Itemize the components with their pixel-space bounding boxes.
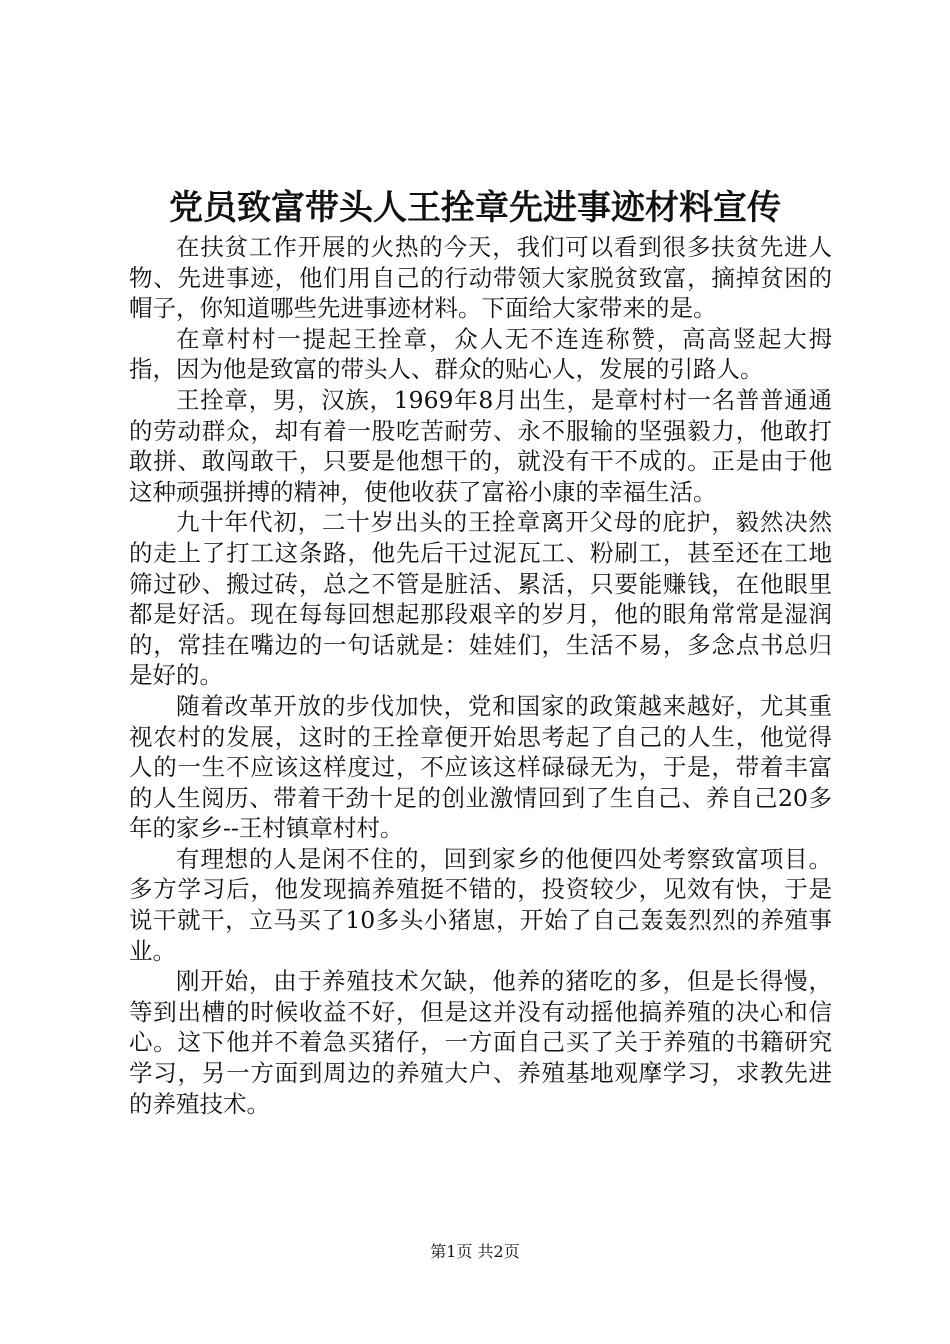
paragraph-1: 在扶贫工作开展的火热的今天，我们可以看到很多扶贫先进人物、先进事迹，他们用自己的行动带领大家脱贫致富，摘掉贫困的帽子，你知道哪些先进事迹材料。下面给大家带来的是。	[129, 233, 832, 323]
paragraph-3: 王拴章，男，汉族，1969年8月出生，是章村村一名普普通通的劳动群众，却有着一股吃苦耐劳、永不服输的坚强毅力，他敢打敢拼、敢闯敢干，只要是他想干的，就没有干不成的。正是由于他这种顽强拼搏的精神，使他收获了富裕小康的幸福生活。	[129, 385, 832, 506]
paragraph-4: 九十年代初，二十岁出头的王拴章离开父母的庇护，毅然决然的走上了打工这条路，他先后干过泥瓦工、粉刷工，甚至还在工地筛过砂、搬过砖，总之不管是脏活、累活，只要能赚钱，在他眼里都是好活。现在每每回想起那段艰辛的岁月，他的眼角常常是湿润的，常挂在嘴边的一句话就是：娃娃们，生活不易，多念点书总归是好的。	[129, 508, 832, 690]
document-title: 党员致富带头人王拴章先进事迹材料宣传	[169, 188, 781, 228]
page-number-footer: 第1页 共2页	[430, 1242, 520, 1261]
paragraph-7: 刚开始，由于养殖技术欠缺，他养的猪吃的多，但是长得慢，等到出槽的时候收益不好，但是这并没有动摇他搞养殖的决心和信心。这下他并不着急买猪仔，一方面自己买了关于养殖的书籍研究学习，另一方面到周边的养殖大户、养殖基地观摩学习，求教先进的养殖技术。	[129, 967, 832, 1118]
document-body	[129, 232, 832, 1119]
paragraph-5: 随着改革开放的步伐加快，党和国家的政策越来越好，尤其重视农村的发展，这时的王拴章便开始思考起了自己的人生，他觉得人的一生不应该这样度过，不应该这样碌碌无为，于是，带着丰富的人生阅历、带着干劲十足的创业激情回到了生自己、养自己20多年的家乡--王村镇章村村。	[129, 691, 832, 843]
paragraph-2: 在章村村一提起王拴章，众人无不连连称赞，高高竖起大拇指，因为他是致富的带头人、群众的贴心人，发展的引路人。	[129, 324, 832, 384]
paragraph-6: 有理想的人是闲不住的，回到家乡的他便四处考察致富项目。多方学习后，他发现搞养殖挺不错的，投资较少，见效有快，于是说干就干，立马买了10多头小猪崽，开始了自己轰轰烈烈的养殖事业。	[129, 844, 832, 965]
